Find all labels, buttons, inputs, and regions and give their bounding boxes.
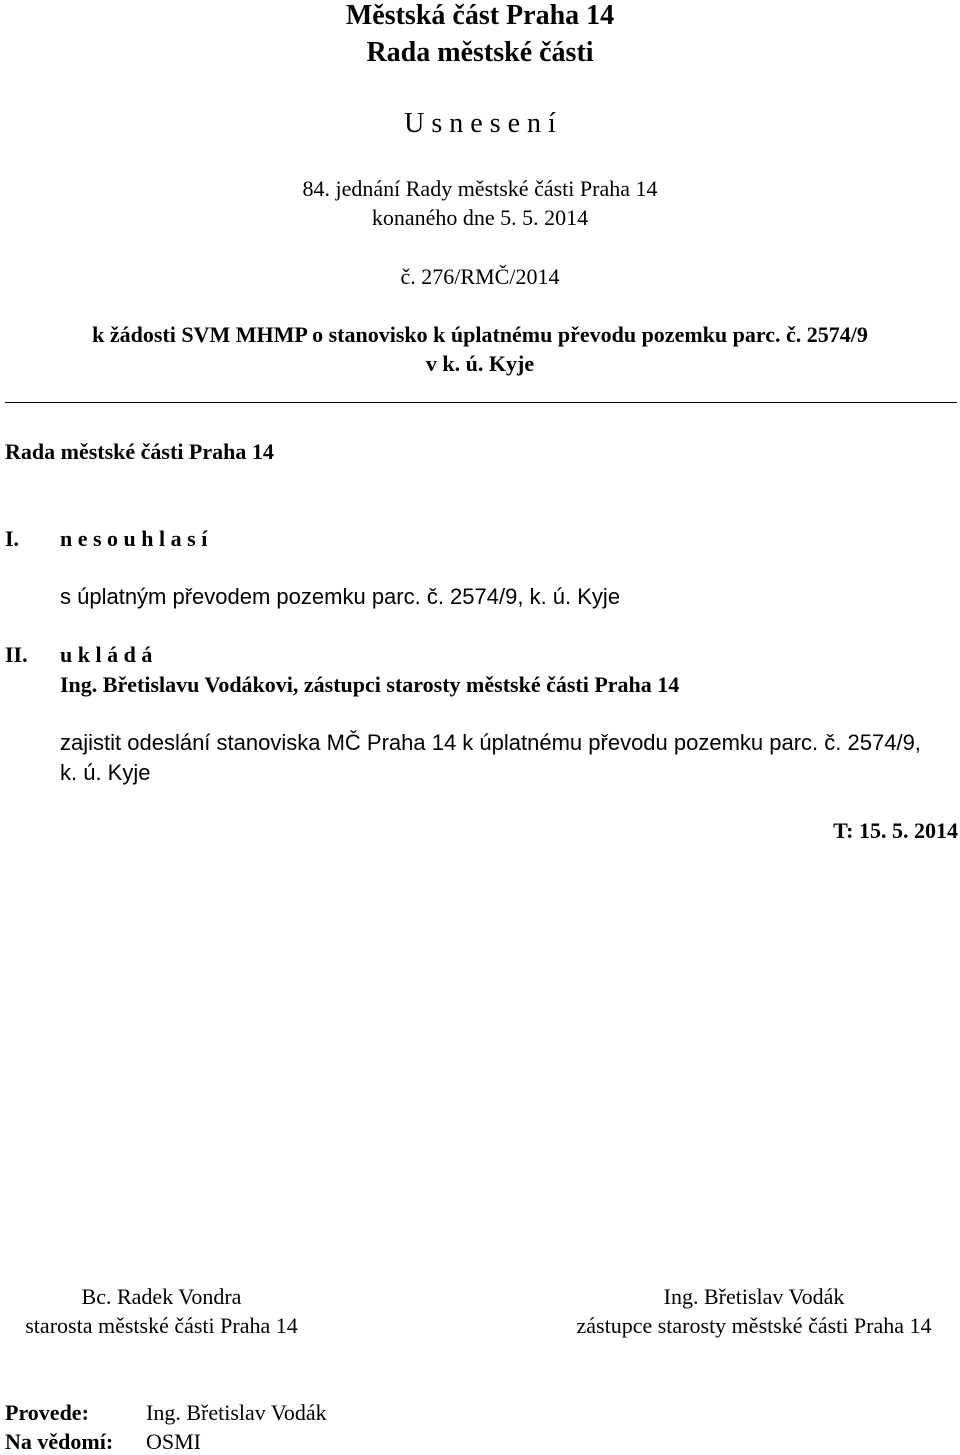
meeting-date: konaného dne 5. 5. 2014 <box>371 205 589 230</box>
section-2-task-line-1: zajistit odeslání stanoviska MČ Praha 14 k úplatnému převodu pozemku parc. č. 2574/9, <box>60 730 921 755</box>
section-2-numeral: II. <box>5 642 28 667</box>
provede-label: Provede: <box>5 1400 89 1425</box>
document-type: U s n e s e n í <box>404 108 556 139</box>
council-title: Rada městské části <box>366 37 594 68</box>
header-divider <box>5 402 957 403</box>
resolution-number: č. 276/RMČ/2014 <box>400 264 560 289</box>
section-2-task-line-2: k. ú. Kyje <box>60 760 151 785</box>
na-vedomi-value: OSMI <box>146 1429 202 1454</box>
addressee-prefix: Ing. <box>60 672 98 697</box>
deadline: T: 15. 5. 2014 <box>833 818 958 843</box>
left-signatory-name: Bc. Radek Vondra <box>81 1284 242 1309</box>
provede-value: Ing. Břetislav Vodák <box>146 1400 327 1425</box>
left-signatory-title: starosta městské části Praha 14 <box>25 1313 298 1338</box>
section-2-verb: u k l á d á <box>60 642 153 667</box>
section-2-addressee <box>60 672 679 698</box>
right-signatory-title: zástupce starosty městské části Praha 14 <box>576 1313 932 1338</box>
meeting-line: 84. jednání Rady městské části Praha 14 <box>302 176 658 201</box>
right-signatory-name: Ing. Břetislav Vodák <box>663 1284 845 1309</box>
section-1-verb: n e s o u h l a s í <box>60 526 208 551</box>
subject-line-1: k žádosti SVM MHMP o stanovisko k úplatnému převodu pozemku parc. č. 2574/9 <box>92 322 868 347</box>
addressee-name: Břetislavu Vodákovi, zástupci starosty městské části Praha 14 <box>102 672 680 697</box>
section-1-text: s úplatným převodem pozemku parc. č. 2574/9, k. ú. Kyje <box>60 584 621 609</box>
na-vedomi-label: Na vědomí: <box>5 1429 114 1454</box>
subject-line-2: v k. ú. Kyje <box>425 351 535 376</box>
council-name: Rada městské části Praha 14 <box>5 439 274 464</box>
section-1-numeral: I. <box>5 526 20 551</box>
municipality-title: Městská část Praha 14 <box>345 0 615 31</box>
